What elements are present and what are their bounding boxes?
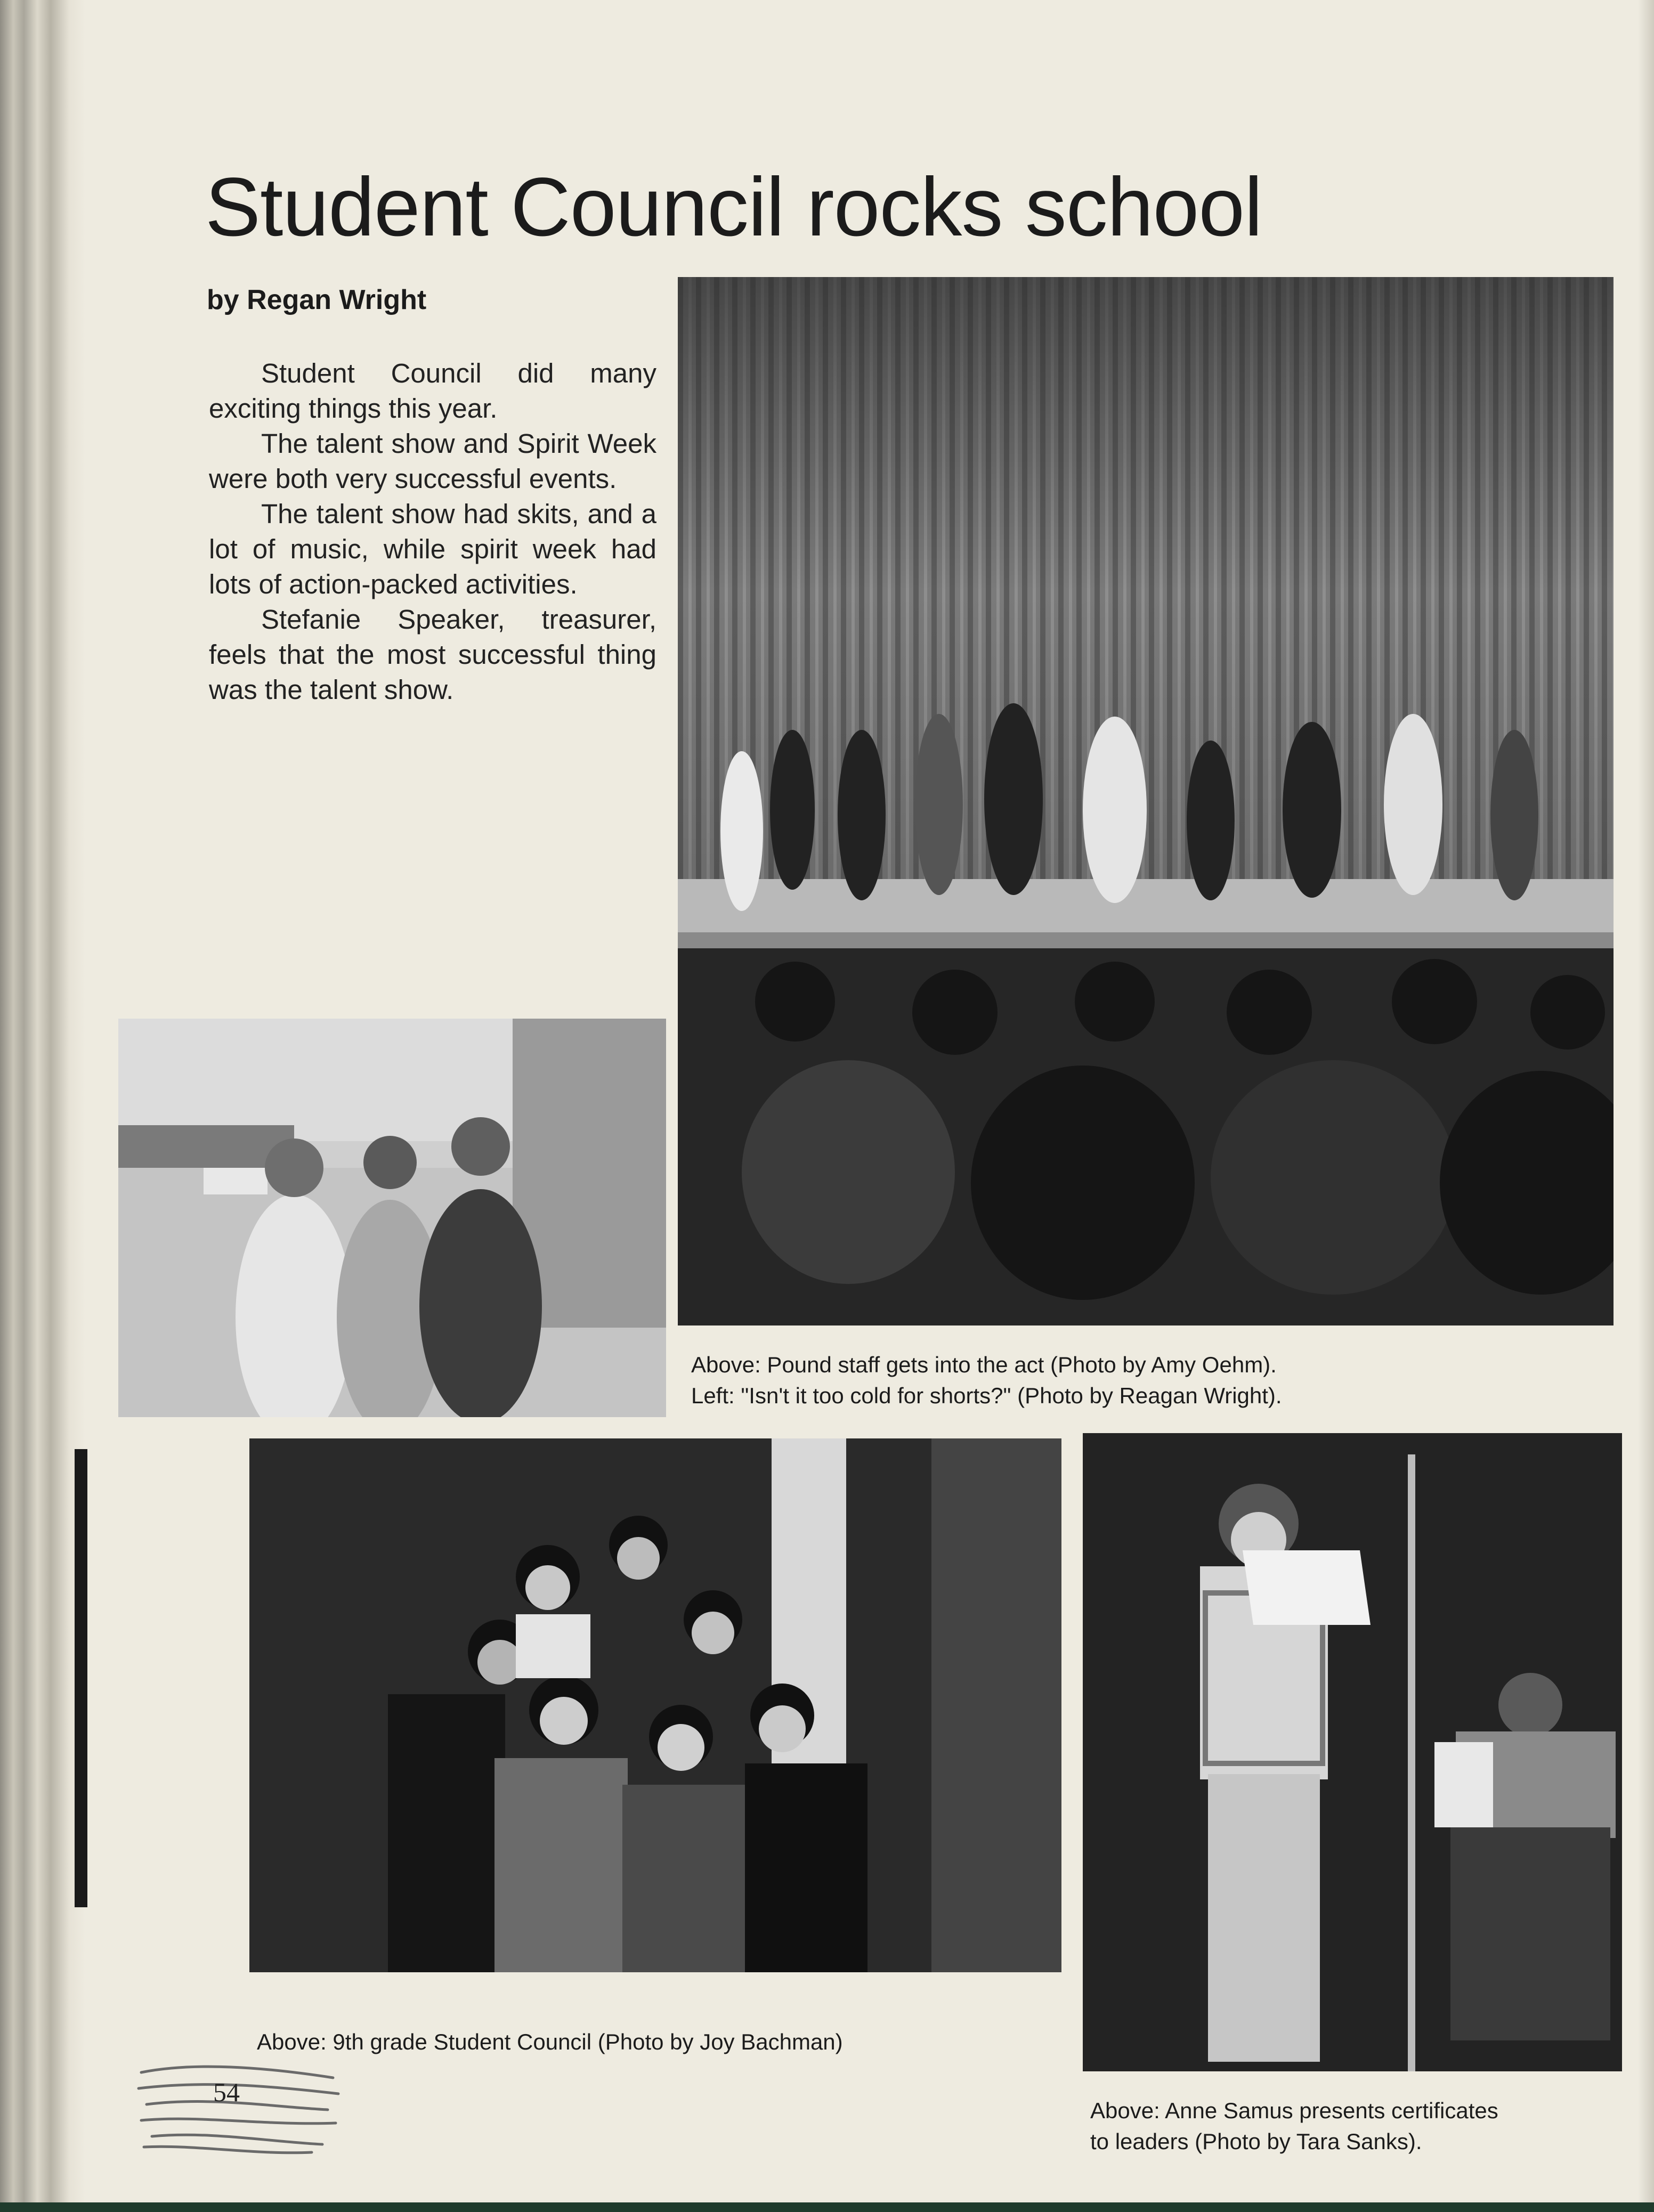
article-body [209, 356, 656, 707]
caption-line: Above: Anne Samus presents certificates [1090, 2098, 1498, 2123]
certificate-photo-caption [1090, 2095, 1498, 2157]
binding-shadow [75, 1449, 87, 1907]
page-number: 54 [213, 2077, 240, 2107]
outdoor-students-photo [118, 1019, 666, 1417]
book-binding [0, 0, 85, 2212]
cover-edge [0, 2202, 1654, 2212]
byline: by Regan Wright [207, 284, 427, 315]
article-paragraph: Stefanie Speaker, treasurer, feels that the most successful thing was the talent show. [209, 604, 656, 705]
caption-line: Above: Pound staff gets into the act (Photo by Amy Oehm). [691, 1352, 1277, 1377]
caption-line: Left: "Isn't it too cold for shorts?" (Photo by Reagan Wright). [691, 1383, 1282, 1408]
student-council-photo [249, 1438, 1061, 1972]
article-paragraph: The talent show and Spirit Week were both very successful events. [209, 428, 656, 494]
page-title: Student Council rocks school [205, 161, 1262, 254]
certificate-presentation-photo [1083, 1433, 1622, 2071]
stage-photo-caption [691, 1349, 1282, 1411]
caption-line: to leaders (Photo by Tara Sanks). [1090, 2129, 1422, 2154]
page-edge [1638, 0, 1654, 2212]
article-paragraph: Student Council did many exciting things this year. [209, 358, 656, 424]
stage-performance-photo [678, 277, 1614, 1325]
article-paragraph: The talent show had skits, and a lot of music, while spirit week had lots of action-packed activities. [209, 499, 656, 599]
council-photo-caption: Above: 9th grade Student Council (Photo by Joy Bachman) [257, 2029, 843, 2054]
